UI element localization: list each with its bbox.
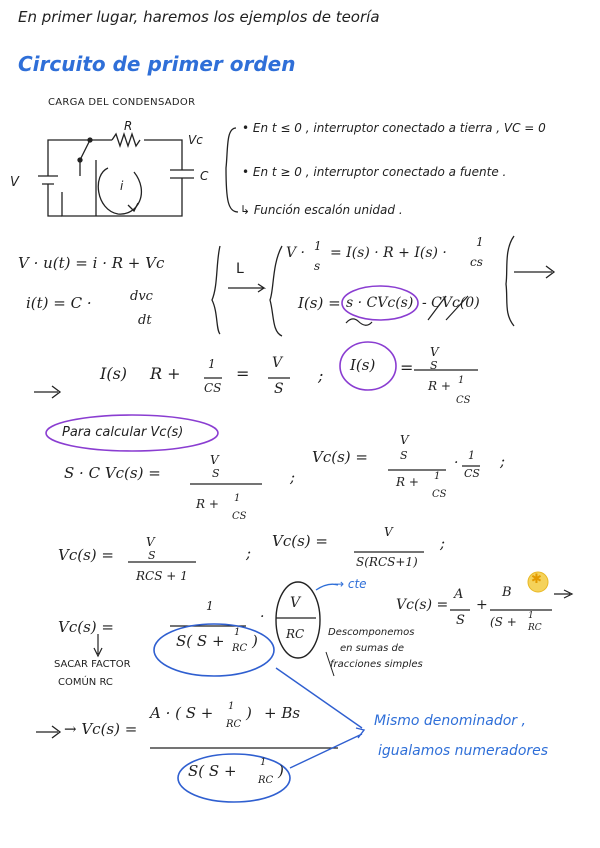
eq-vc1-v2: V xyxy=(400,433,409,447)
eq-vc2-srcs: S(RCS+1) xyxy=(356,555,418,569)
eq-vc4-close: ) xyxy=(246,704,252,722)
eq-vc1-rplus: R + xyxy=(196,497,219,511)
circuit-label-vc: Vc xyxy=(188,133,203,147)
eq-laplace-2-lhs: I(s) = xyxy=(298,294,341,312)
circuit-label-i: i xyxy=(120,179,124,193)
eq-vc2-v2: V xyxy=(384,525,393,539)
eq-vc1-v: V xyxy=(210,453,219,467)
eq-vc3-dot: · xyxy=(260,609,265,625)
eq-is-s2: S xyxy=(430,359,438,372)
eq-vc1-cs2: CS xyxy=(432,489,447,500)
eq-vc2-lhs: Vc(s) = xyxy=(58,546,114,564)
circuit-diagram xyxy=(38,134,194,216)
eq-is-r: R + xyxy=(150,364,181,383)
eq-vc2-rcs1: RCS + 1 xyxy=(136,569,188,583)
desc-note-2: en sumas de xyxy=(340,643,404,654)
desc-note-3: fracciones simples xyxy=(330,659,423,670)
page-title: Circuito de primer orden xyxy=(18,52,296,76)
eq-vc3-s: S xyxy=(456,613,465,628)
eq-is-eq2: = xyxy=(400,358,414,377)
eq-vc1-dot: · xyxy=(454,455,459,471)
eq-vc1-lhs: S · C Vc(s) = xyxy=(64,464,161,482)
comun-rc-note: COMÚN RC xyxy=(58,677,113,688)
note-mismo-denominador: Mismo denominador , xyxy=(374,713,526,729)
eq-laplace-1-one2: 1 xyxy=(476,235,484,249)
eq-vc4-one2: 1 xyxy=(260,757,267,768)
eq-time-2: i(t) = C · xyxy=(26,294,92,312)
sacar-factor-note: SACAR FACTOR xyxy=(54,659,131,670)
eq-vc1-one3: 1 xyxy=(468,449,475,462)
eq-laplace-2-boxed: s · CVc(s) xyxy=(346,295,414,311)
eq-vc3-one3: 1 xyxy=(528,611,534,621)
eq-is-rplus: R + xyxy=(428,379,451,393)
eq-vc3-rc3: RC xyxy=(528,623,542,633)
condition-line-3: ↳ Función escalón unidad . xyxy=(240,203,403,217)
eq-vc1-s2: S xyxy=(400,449,408,462)
eq-is-lhs: I(s) xyxy=(100,364,128,383)
eq-vc2-s: S xyxy=(148,549,156,562)
eq-vc3-v: V xyxy=(290,595,301,611)
note-igualamos: igualamos numeradores xyxy=(378,743,549,759)
cte-note: → cte xyxy=(334,577,367,591)
eq-vc3-rc: RC xyxy=(232,643,248,654)
eq-vc3-plus: + xyxy=(476,597,488,613)
eq-laplace-2-tail: - CVc(0) xyxy=(422,295,480,311)
eq-is-cs2: CS xyxy=(456,395,471,406)
eq-vc2-tail: ; xyxy=(440,534,446,552)
eq-is-one2: 1 xyxy=(458,375,465,386)
eq-vc4-den: S( S + xyxy=(188,762,237,780)
eq-vc3-lhs: Vc(s) = xyxy=(58,618,114,636)
circuit-label-r: R xyxy=(124,119,133,133)
eq-is-cs: CS xyxy=(204,381,222,395)
eq-vc4-num: A · ( S + xyxy=(150,704,214,722)
eq-is-s: S xyxy=(274,381,284,397)
eq-vc3-rc2: RC xyxy=(286,627,305,641)
eq-is-circled: I(s) xyxy=(350,356,376,374)
eq-vc2-vc: Vc(s) = xyxy=(272,532,328,550)
eq-laplace-1-one: 1 xyxy=(314,239,322,253)
eq-vc3-sopen: S( S + xyxy=(176,632,225,650)
section-subtitle: CARGA DEL CONDENSADOR xyxy=(48,97,196,108)
eq-time-1: V · u(t) = i · R + Vc xyxy=(18,254,165,272)
eq-vc1-cs3: CS xyxy=(464,467,480,480)
eq-vc2-sep: ; xyxy=(246,544,252,562)
eq-vc4-lhs: → Vc(s) = xyxy=(64,720,138,738)
eq-vc3-b: B xyxy=(502,585,512,600)
star-icon: ✱ xyxy=(531,572,542,587)
eq-vc1-sep: ; xyxy=(290,468,296,486)
eq-vc1-vc: Vc(s) = xyxy=(312,448,368,466)
condition-line-2: • En t ≥ 0 , interruptor conectado a fuente . xyxy=(242,165,507,179)
eq-vc1-one: 1 xyxy=(234,493,241,504)
eq-vc3-one: 1 xyxy=(206,599,214,613)
eq-is-v: V xyxy=(272,355,283,371)
eq-vc1-rplus2: R + xyxy=(396,475,419,489)
eq-is-v2: V xyxy=(430,345,439,359)
eq-laplace-1-cs: cs xyxy=(470,255,483,269)
eq-vc4-plus-bs: + Bs xyxy=(264,704,301,722)
eq-is-one: 1 xyxy=(208,357,216,371)
desc-note-1: Descomponemos xyxy=(328,627,415,638)
circuit-label-v: V xyxy=(10,175,19,190)
eq-vc3-one2: 1 xyxy=(234,627,241,638)
eq-laplace-1-s: s xyxy=(314,259,321,273)
eq-time-dnum: dvc xyxy=(130,289,153,304)
eq-vc1-cs: CS xyxy=(232,511,247,522)
condition-line-1: • En t ≤ 0 , interruptor conectado a tierra , VC = 0 xyxy=(242,121,546,135)
eq-vc3-close: ) xyxy=(252,632,258,650)
eq-vc1-tail: ; xyxy=(500,452,506,470)
eq-vc3-splus: (S + xyxy=(490,615,517,629)
eq-vc1-one2: 1 xyxy=(434,471,441,482)
eq-time-dden: dt xyxy=(138,313,152,328)
circuit-label-c: C xyxy=(200,169,209,183)
eq-is-eq: = xyxy=(236,364,250,383)
eq-vc3-a: A xyxy=(454,587,464,602)
eq-vc4-one: 1 xyxy=(228,701,235,712)
eq-laplace-1-mid: = I(s) · R + I(s) · xyxy=(330,245,447,261)
eq-vc4-rc2: RC xyxy=(258,775,274,786)
eq-is-sep: ; xyxy=(318,366,324,385)
para-calcular-label: Para calcular Vc(s) xyxy=(62,425,184,440)
eq-vc2-v: V xyxy=(146,535,155,549)
eq-vc4-close2: ) xyxy=(278,762,284,780)
intro-text: En primer lugar, haremos los ejemplos de teoría xyxy=(18,8,380,26)
eq-vc1-s: S xyxy=(212,467,220,480)
laplace-symbol: L xyxy=(236,261,244,277)
eq-laplace-1-lhs: V · xyxy=(286,245,306,261)
eq-vc3-partial-lhs: Vc(s) = xyxy=(396,597,449,613)
eq-vc4-rc: RC xyxy=(226,719,242,730)
